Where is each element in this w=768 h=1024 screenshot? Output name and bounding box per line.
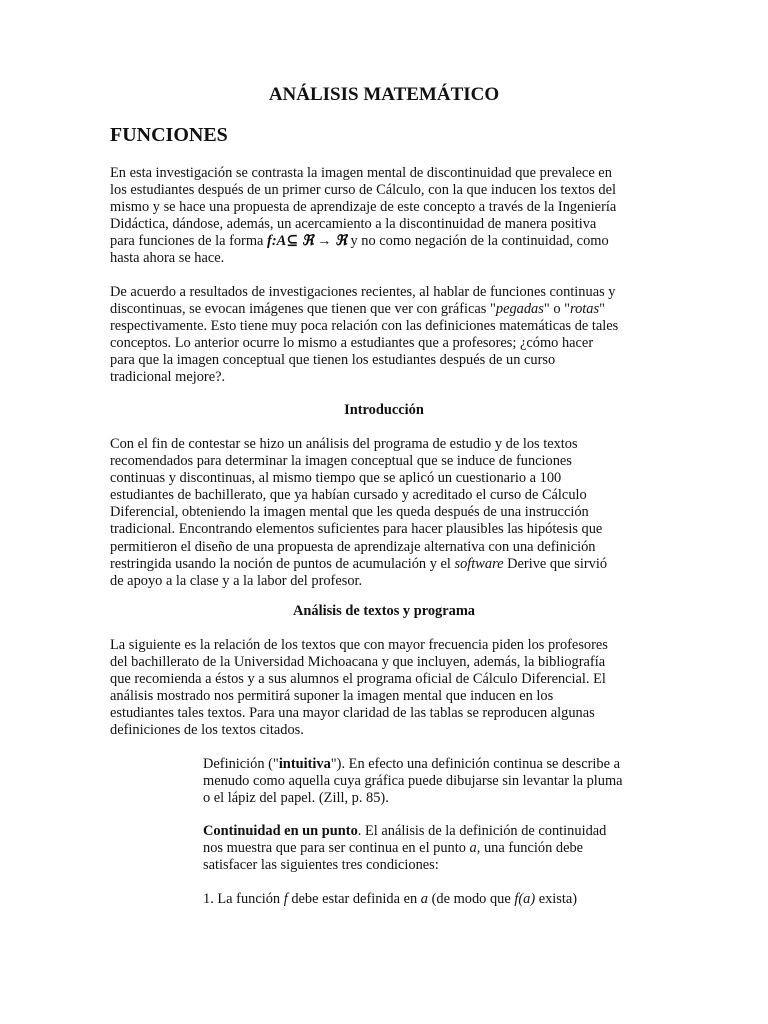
text-line: [110, 301, 655, 318]
text-line: análisis mostrado nos permitirá suponer la imagen mental que inducen en los: [110, 688, 554, 705]
text-line: [110, 233, 655, 250]
variable-a: a: [420, 891, 428, 907]
text-segment: " o ": [543, 301, 570, 318]
text-segment: debe estar definida en: [287, 891, 421, 907]
emphasis-software: software: [454, 555, 504, 572]
quote-condicion-1: [203, 891, 663, 908]
emphasis-rotas: rotas: [570, 301, 600, 318]
text-segment: nos muestra que para ser continua en el punto: [203, 840, 470, 857]
text-segment: restringida usando la noción de puntos de acumulación y el: [110, 555, 455, 572]
text-line: estudiantes de bachillerato, que ya habían cursado y acreditado el curso de Cálculo: [110, 487, 587, 504]
text-line: tradicional. Encontrando elementos suficientes para hacer plausibles las hipótesis que: [110, 521, 603, 538]
bold-continuidad-en-un-punto: Continuidad en un punto: [203, 823, 358, 839]
text-line: tradicional mejore?.: [110, 369, 226, 386]
text-line: o el lápiz del papel. (Zill, p. 85).: [203, 790, 389, 807]
text-line: De acuerdo a resultados de investigaciones recientes, al hablar de funciones continuas y: [110, 284, 616, 300]
text-line: estudiantes tales textos. Para una mayor claridad de las tablas se reproducen algunas: [110, 705, 595, 722]
text-line: La siguiente es la relación de los textos que con mayor frecuencia piden los profesores: [110, 637, 608, 653]
emphasis-pegadas: pegadas: [495, 301, 544, 318]
text-segment: ": [599, 301, 605, 318]
expression-f-of-a: f(a): [514, 891, 536, 907]
text-segment: para funciones de la forma: [110, 233, 268, 250]
text-segment: (de modo que: [428, 891, 515, 907]
paragraph-recent-research: [110, 284, 655, 387]
text-line: [203, 891, 663, 908]
text-segment: y no como negación de la continuidad, como: [346, 233, 609, 250]
text-segment: 1. La función: [203, 891, 284, 907]
text-line: menudo como aquella cuya gráfica puede dibujarse sin levantar la pluma: [203, 773, 623, 790]
text-line: que recomienda a éstos y a sus alumnos el programa oficial de Cálculo Diferencial. El: [110, 671, 606, 688]
text-line: Diferencial, obteniendo la imagen mental que les queda después de una instrucción: [110, 504, 589, 521]
text-line: definiciones de los textos citados.: [110, 722, 304, 739]
text-segment: Derive que sirvió: [503, 555, 608, 572]
variable-a: a: [469, 840, 477, 857]
text-line: [110, 556, 655, 573]
text-line: los estudiantes después de un primer curso de Cálculo, con la que inducen los textos del: [110, 182, 616, 199]
text-line: para que la imagen conceptual que tienen los estudiantes después de un curso: [110, 352, 556, 369]
section-heading-funciones: FUNCIONES: [110, 124, 228, 146]
text-segment: "). En efecto una definición continua se describe a: [330, 756, 620, 772]
subheading-analisis-textos: Análisis de textos y programa: [292, 603, 475, 619]
text-line: hasta ahora se hace.: [110, 250, 225, 267]
text-line: de apoyo a la clase y a la labor del profesor.: [110, 572, 363, 589]
text-line: En esta investigación se contrasta la imagen mental de discontinuidad que prevalece en: [110, 165, 612, 181]
quote-definicion-intuitiva: [203, 756, 663, 807]
text-line: Con el fin de contestar se hizo un análisis del programa de estudio y de los textos: [110, 436, 578, 452]
text-line: Didáctica, dándose, además, un acercamiento a la discontinuidad de manera positiva: [110, 216, 597, 233]
text-line: respectivamente. Esto tiene muy poca relación con las definiciones matemáticas de tales: [110, 318, 619, 335]
text-line: recomendados para determinar la imagen conceptual que se induce de funciones: [110, 453, 572, 470]
text-segment: , una función debe: [476, 840, 584, 857]
paragraph-introduccion: [110, 436, 655, 590]
text-segment: . El análisis de la definición de continuidad: [357, 823, 607, 839]
document-title: ANÁLISIS MATEMÁTICO: [268, 84, 500, 105]
text-line: [203, 756, 663, 773]
paragraph-intro-research: [110, 165, 655, 268]
variable-f: f: [283, 891, 288, 907]
text-line: permitieron el diseño de una propuesta de aprendizaje alternativa con una definición: [110, 538, 596, 555]
text-line: conceptos. Lo anterior ocurre lo mismo a estudiantes que a profesores; ¿cómo hacer: [110, 335, 594, 352]
subheading-introduccion: Introducción: [344, 402, 424, 418]
bold-intuitiva: intuitiva: [278, 756, 331, 772]
text-line: mismo y se hace una propuesta de aprendizaje de este concepto a través de la Ingeniería: [110, 199, 617, 216]
text-line: [203, 823, 663, 840]
text-line: del bachillerato de la Universidad Michoacana y que incluyen, además, la bibliografía: [110, 654, 606, 671]
paragraph-analisis-textos: [110, 637, 655, 740]
quote-continuidad-en-un-punto: [203, 823, 663, 874]
function-formula: f:A⊆ ℜ → ℜ: [267, 233, 347, 250]
text-line: [203, 840, 663, 857]
text-segment: discontinuas, se evocan imágenes que tienen que ver con gráficas ": [110, 301, 496, 318]
text-line: satisfacer las siguientes tres condiciones:: [203, 857, 439, 874]
text-segment: Definición (": [203, 756, 279, 772]
text-line: continuas y discontinuas, al mismo tiempo que se aplicó un cuestionario a 100: [110, 470, 562, 487]
text-segment: exista): [535, 891, 578, 907]
